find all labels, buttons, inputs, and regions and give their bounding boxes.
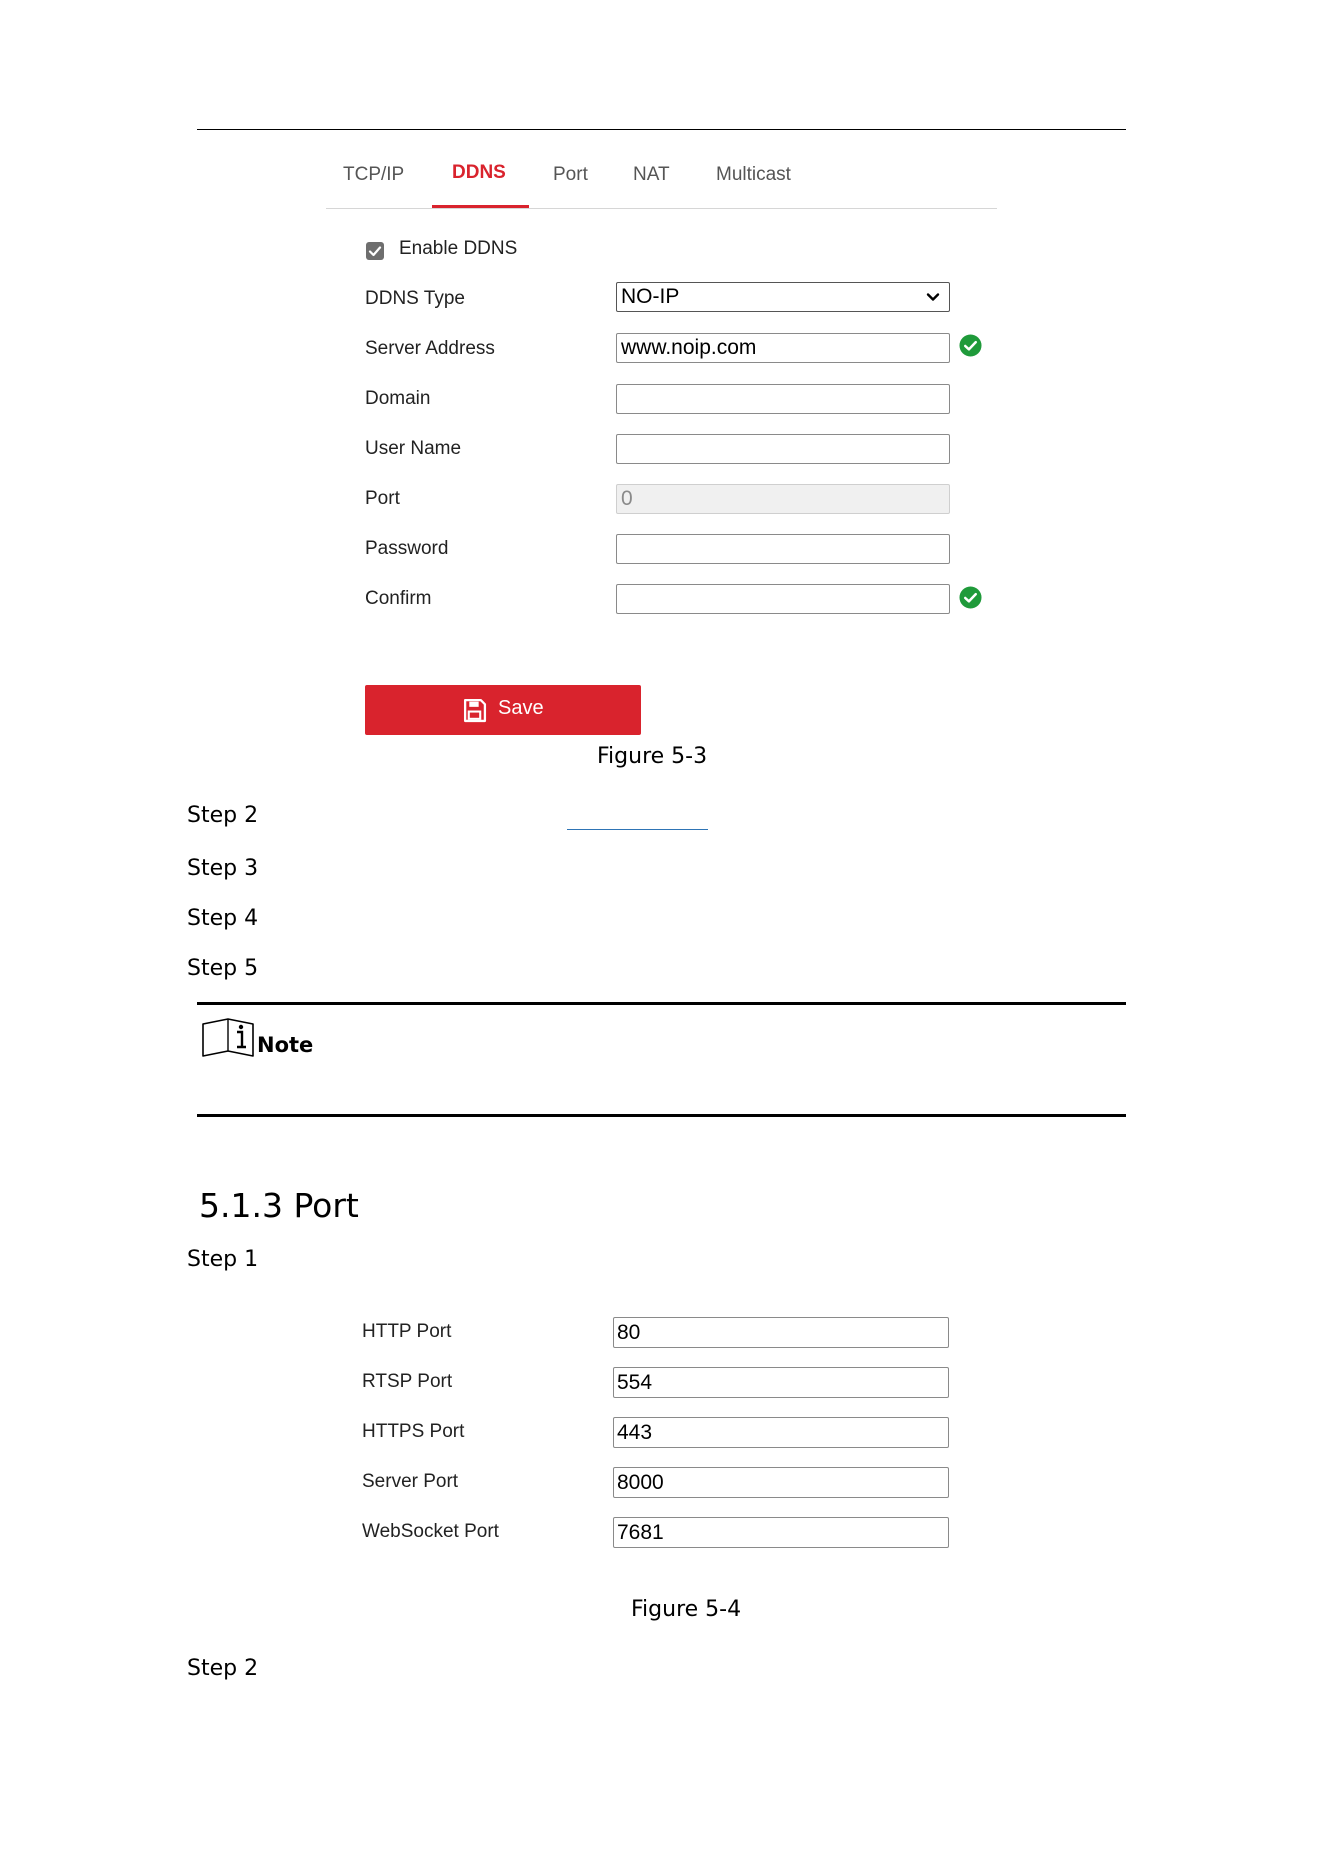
password-label: Password <box>365 538 449 559</box>
step-label: Step 3 <box>187 856 259 881</box>
http-port-label: HTTP Port <box>362 1321 452 1342</box>
rtsp-port-label: RTSP Port <box>362 1371 453 1392</box>
hyperlink-underline[interactable] <box>567 829 708 830</box>
check-circle-icon <box>959 586 982 609</box>
https-port-label: HTTPS Port <box>362 1421 465 1442</box>
tab-nat[interactable]: NAT <box>633 164 670 185</box>
step-label: Step 2 <box>187 1656 259 1681</box>
note-top-rule <box>197 1002 1126 1005</box>
step-label: Step 1 <box>187 1247 259 1272</box>
info-book-icon <box>201 1018 257 1058</box>
tab-port[interactable]: Port <box>553 164 588 185</box>
domain-label: Domain <box>365 388 431 409</box>
rtsp-port-input[interactable]: 554 <box>613 1367 949 1398</box>
floppy-disk-icon <box>462 698 487 723</box>
websocket-port-input[interactable]: 7681 <box>613 1517 949 1548</box>
domain-input[interactable] <box>616 384 950 414</box>
server-address-input[interactable]: www.noip.com <box>616 333 950 363</box>
confirm-label: Confirm <box>365 588 432 609</box>
figure-caption: Figure 5-3 <box>597 744 708 769</box>
step-label: Step 4 <box>187 906 259 931</box>
note-label: Note <box>257 1033 314 1057</box>
password-input[interactable] <box>616 534 950 564</box>
active-tab-indicator <box>432 205 529 208</box>
figure-caption: Figure 5-4 <box>631 1597 742 1622</box>
chevron-down-icon <box>925 289 941 305</box>
step-label: Step 5 <box>187 956 259 981</box>
websocket-port-label: WebSocket Port <box>362 1521 499 1542</box>
check-circle-icon <box>959 334 982 357</box>
tab-tcpip[interactable]: TCP/IP <box>343 164 405 185</box>
port-label: Port <box>365 488 400 509</box>
header-rule <box>197 129 1126 130</box>
save-button-label: Save <box>498 697 544 719</box>
checkbox-checked-icon <box>366 242 384 260</box>
confirm-input[interactable] <box>616 584 950 614</box>
server-address-label: Server Address <box>365 338 495 359</box>
tab-multicast[interactable]: Multicast <box>716 164 791 185</box>
enable-ddns-checkbox[interactable] <box>366 242 384 260</box>
tab-ddns[interactable]: DDNS <box>452 162 506 183</box>
network-tab-bar <box>326 150 997 209</box>
note-bottom-rule <box>197 1114 1126 1117</box>
user-name-input[interactable] <box>616 434 950 464</box>
port-input: 0 <box>616 484 950 514</box>
ddns-type-label: DDNS Type <box>365 288 465 309</box>
https-port-input[interactable]: 443 <box>613 1417 949 1448</box>
server-port-input[interactable]: 8000 <box>613 1467 949 1498</box>
enable-ddns-label: Enable DDNS <box>399 238 518 259</box>
http-port-input[interactable]: 80 <box>613 1317 949 1348</box>
section-heading: 5.1.3 Port <box>199 1186 359 1225</box>
server-port-label: Server Port <box>362 1471 459 1492</box>
ddns-type-select[interactable] <box>616 282 950 312</box>
ddns-type-value: NO-IP <box>621 285 680 308</box>
step-label: Step 2 <box>187 803 259 828</box>
user-name-label: User Name <box>365 438 462 459</box>
save-button[interactable] <box>365 685 641 735</box>
